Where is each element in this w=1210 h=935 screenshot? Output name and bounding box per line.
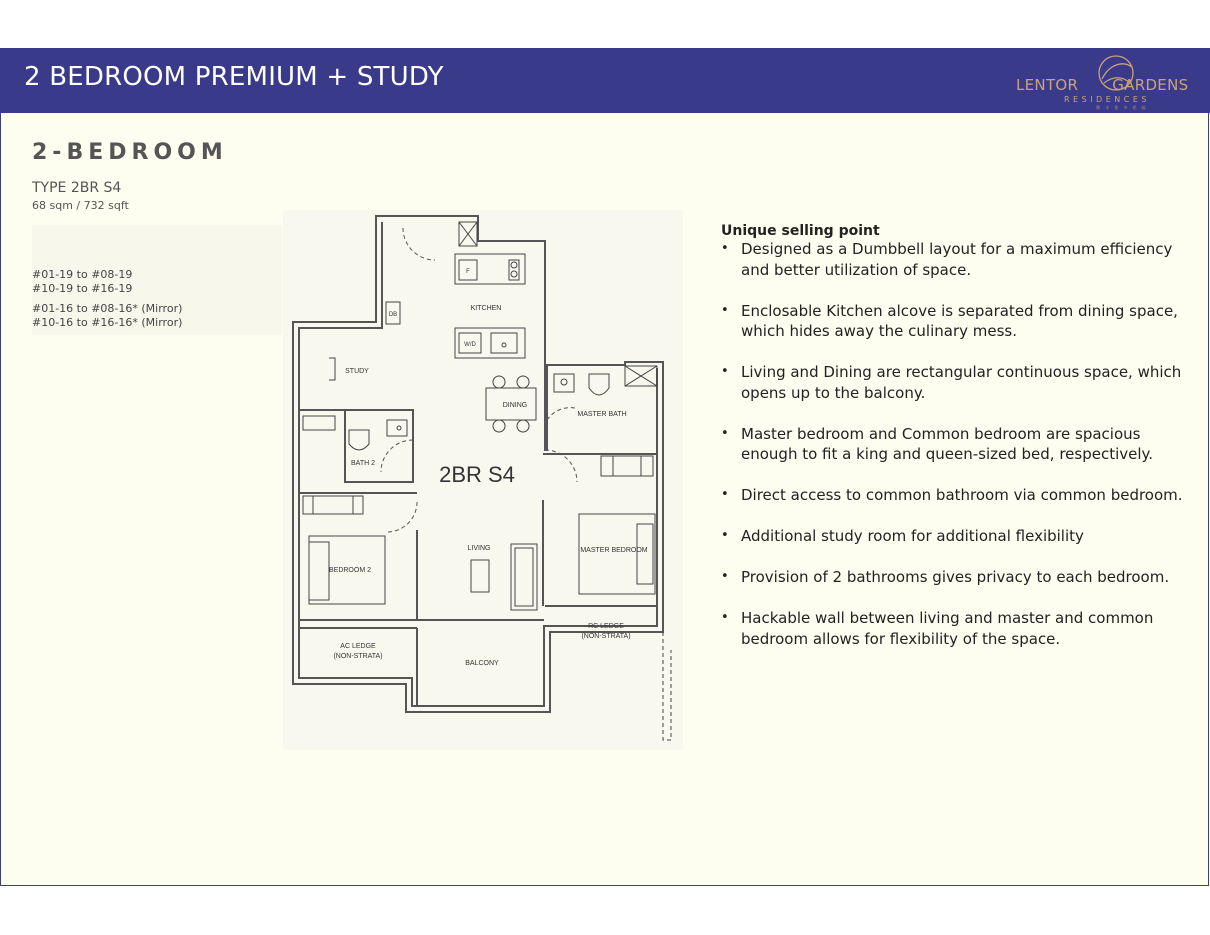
selling-point-item: • Living and Dining are rectangular continuous space, which opens up to the balcony.: [721, 362, 1201, 403]
selling-point-item: • Designed as a Dumbbell layout for a maximum efficiency and better utilization of space.: [721, 239, 1201, 280]
selling-points-heading: Unique selling point: [721, 223, 880, 239]
room-label-living: LIVING: [467, 545, 491, 552]
unit-stack-item: #10-16 to #16-16* (Mirror): [32, 316, 183, 329]
room-label-rc-ledge-sub: (NON-STRATA): [581, 633, 631, 640]
room-label-bedroom2: BEDROOM 2: [328, 567, 372, 574]
unit-category: 2-BEDROOM: [32, 140, 228, 165]
page-title: 2 BEDROOM PREMIUM + STUDY: [24, 62, 444, 92]
unit-stack-item: #01-16 to #08-16* (Mirror): [32, 302, 183, 315]
room-label-master-bath: MASTER BATH: [577, 411, 627, 418]
room-label-dining: DINING: [502, 402, 528, 409]
logo-chinese-name: 鼎 丰 伦 多 花 园: [1096, 105, 1148, 110]
unit-stack-item: #10-19 to #16-19: [32, 282, 133, 295]
logo-word-2: GARDENS: [1112, 76, 1189, 94]
selling-point-item: • Master bedroom and Common bedroom are spacious enough to fit a king and queen-sized bed, respectively.: [721, 424, 1201, 465]
logo-subtitle: RESIDENCES: [1064, 95, 1150, 104]
selling-point-item: • Hackable wall between living and master and common bedroom allows for flexibility of the space.: [721, 608, 1201, 649]
unit-stack-item: #01-19 to #08-19: [32, 268, 133, 281]
logo-wordmark: [1016, 76, 1188, 94]
logo-word-1: LENTOR: [1016, 76, 1079, 94]
unit-type: TYPE 2BR S4: [32, 180, 122, 196]
room-label-kitchen: KITCHEN: [470, 305, 502, 312]
floor-plan: [283, 210, 683, 750]
unit-stack-list: [32, 225, 282, 335]
selling-point-item: • Provision of 2 bathrooms gives privacy to each bedroom.: [721, 567, 1201, 588]
room-label-bath2: BATH 2: [351, 460, 375, 467]
room-label-balcony: BALCONY: [465, 660, 499, 667]
unit-code-label: 2BR S4: [439, 462, 515, 487]
room-label-ac-ledge-sub: (NON-STRATA): [333, 653, 383, 660]
room-label-study: STUDY: [345, 368, 369, 375]
fixture-label-wd: W/D: [464, 342, 476, 348]
unit-area: 68 sqm / 732 sqft: [32, 199, 129, 212]
selling-points-panel: [721, 223, 1201, 670]
fixture-label-db: DB: [388, 312, 398, 318]
header-bar: [0, 48, 1210, 113]
selling-point-item: • Enclosable Kitchen alcove is separated from dining space, which hides away the culinary mess.: [721, 301, 1201, 342]
room-label-master-bedroom: MASTER BEDROOM: [580, 547, 648, 554]
room-label-ac-ledge: AC LEDGE: [340, 643, 376, 650]
room-label-rc-ledge: RC LEDGE: [588, 623, 624, 630]
selling-points-list: [721, 239, 1201, 649]
selling-point-item: • Additional study room for additional flexibility: [721, 526, 1201, 547]
selling-point-item: • Direct access to common bathroom via common bedroom.: [721, 485, 1201, 506]
brand-logo: [1012, 54, 1207, 110]
fixture-label-fridge: F: [466, 269, 470, 275]
